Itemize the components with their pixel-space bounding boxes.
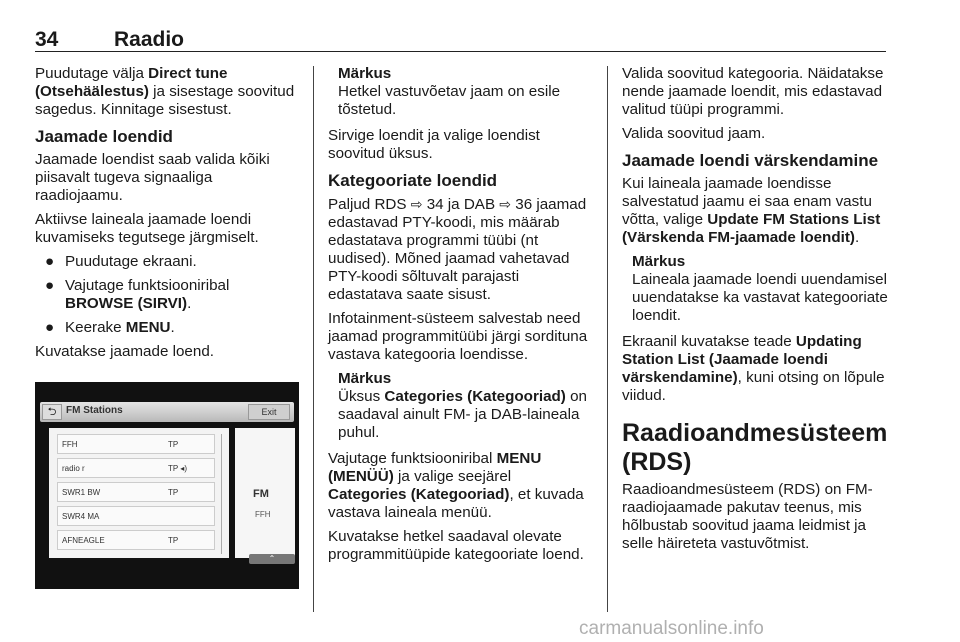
list-item: ● Puudutage ekraani. [45, 253, 197, 270]
note-box: Märkus Hetkel vastuvõetav jaam on esile tõstetud. [338, 65, 561, 118]
paragraph: Sirvige loendit ja valige loendist soovitud üksus. [328, 127, 540, 162]
page-title: Raadio [114, 28, 185, 51]
bullet-list [35, 253, 299, 337]
fm-stations-screenshot [35, 382, 299, 589]
page-header [35, 28, 886, 52]
column-2 [328, 65, 592, 570]
scrollbar [221, 434, 227, 554]
screen-top-bar [40, 402, 294, 422]
column-divider [313, 66, 314, 612]
exit-button: Exit [248, 404, 290, 420]
list-item: ● Vajutage funktsiooniribal BROWSE (SIRVI). [45, 277, 230, 312]
paragraph: Valida soovitud kategooria. Näidatakse nende jaamade loendit, mis edastavad valitud tüüpi programmi. [622, 65, 884, 118]
band-panel [235, 428, 295, 558]
bullet: ● [45, 253, 55, 270]
section-heading-update: Jaamade loendi värskendamine [622, 151, 879, 170]
paragraph: Infotainment-süsteem salvestab need jaamad programmitüübi järgi sordituna vastava kategooria loendisse. [328, 310, 588, 363]
station-row: SWR1 BW TP [57, 482, 215, 502]
paragraph: Jaamade loendist saab valida kõiki piisavalt tugeva signaaliga raadiojaamu. [35, 151, 270, 204]
station-row: radio r TP ◂) [57, 458, 215, 478]
station-row: SWR4 MA [57, 506, 215, 526]
paragraph: Kuvatakse hetkel saadaval olevate programmitüüpide kategooriate loend. [328, 528, 584, 563]
watermark: carmanualsonline.info [579, 618, 764, 639]
station-list [49, 428, 229, 558]
chevron-up-icon: ⌃ [249, 554, 295, 564]
station-row: FFH TP [57, 434, 215, 454]
paragraph: Raadioandmesüsteem (RDS) on FM-raadiojaamade pakutav teenus, mis hõlbustab soovitud jaama leidmist ja selle häireteta vastuvõtmist. [622, 481, 873, 552]
screen-title: FM Stations [66, 405, 123, 416]
paragraph: Kui laineala jaamade loendisse salvestatud jaamu ei saa enam vastu võtta, valige Update FM Stations List (Värskenda FM-jaamade loendit). [622, 175, 881, 246]
current-station: FFH [255, 510, 271, 519]
band-label: FM [253, 488, 269, 500]
back-icon: ⮌ [42, 404, 62, 420]
note-box: Märkus Laineala jaamade loendi uuendamisel uuendatakse ka vastavat kategooriate loendit. [632, 253, 888, 324]
bullet: ● [45, 319, 55, 336]
arrow-right-icon: ⇨ [410, 196, 423, 212]
station-row: AFNEAGLE TP [57, 530, 215, 550]
list-item: ● Keerake MENU. [45, 319, 175, 336]
arrow-right-icon: ⇨ [499, 196, 512, 212]
paragraph: Kuvatakse jaamade loend. [35, 343, 214, 360]
section-heading-rds: Raadioandmesüsteem (RDS) [622, 419, 888, 476]
bullet: ● [45, 277, 55, 294]
page-number: 34 [35, 28, 59, 51]
column-divider [607, 66, 608, 612]
paragraph: Valida soovitud jaam. [622, 125, 766, 142]
paragraph: Ekraanil kuvatakse teade Updating Station List (Jaamade loendi värskendamine), kuni otsing on lõpule viidud. [622, 333, 885, 404]
paragraph: Puudutage välja Direct tune (Otsehäälestus) ja sisestage soovitud sagedus. Kinnitage sisestust. [35, 65, 295, 118]
note-box: Märkus Üksus Categories (Kategooriad) on saadaval ainult FM- ja DAB-laineala puhul. [338, 370, 587, 441]
paragraph: Paljud RDS ⇨ 34 ja DAB ⇨ 36 jaamad edastavad PTY-koodi, mis määrab edastatava programmi tüübi (nt uudised). Mõned jaamad vahetavad PTY-koodi sõltuvalt parajasti edastatava saate sisust. [328, 196, 587, 303]
column-3 [622, 65, 888, 559]
section-heading-categories: Kategooriate loendid [328, 171, 498, 190]
paragraph: Aktiivse laineala jaamade loendi kuvamiseks tegutsege järgmiselt. [35, 211, 259, 246]
paragraph: Vajutage funktsiooniribal MENU (MENÜÜ) ja valige seejärel Categories (Kategooriad), et kuvada vastava laineala menüü. [328, 450, 584, 521]
column-1 [35, 65, 299, 367]
section-heading-station-lists: Jaamade loendid [35, 127, 173, 146]
